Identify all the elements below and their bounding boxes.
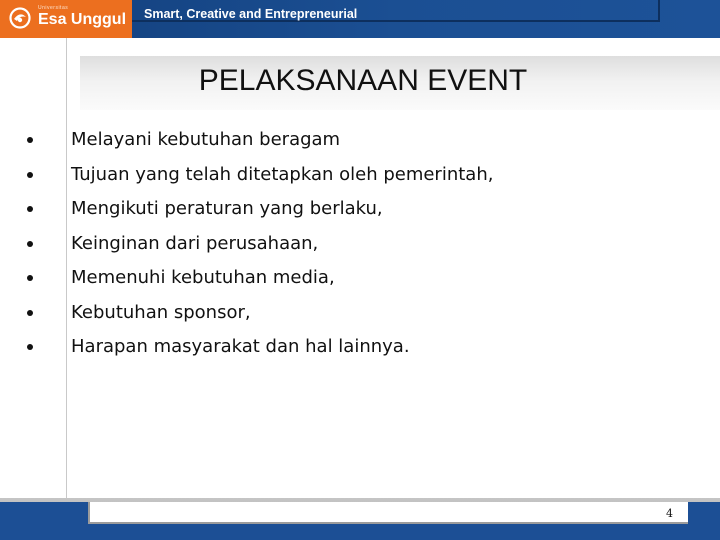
bullet-item: [0, 296, 720, 331]
bullet-dot-icon: [27, 206, 33, 212]
bullet-dot-icon: [27, 310, 33, 316]
footer-panel: [88, 502, 688, 524]
bullet-text: Kebutuhan sponsor,: [71, 301, 251, 323]
university-logo: [0, 0, 132, 38]
bullet-text: Memenuhi kebutuhan media,: [71, 267, 335, 288]
bullet-text: Harapan masyarakat dan hal lainnya.: [71, 336, 410, 357]
bullet-list: [0, 123, 720, 365]
bullet-item: [0, 261, 720, 296]
bullet-text: Keinginan dari perusahaan,: [71, 232, 319, 254]
bullet-item: [0, 192, 720, 227]
header-tagline: Smart, Creative and Entrepreneurial: [144, 7, 358, 21]
bullet-dot-icon: [27, 344, 33, 350]
logo-swirl-icon: [9, 7, 31, 29]
slide-title: PELAKSANAAN EVENT: [198, 64, 528, 97]
header-bar: [0, 0, 720, 38]
bullet-dot-icon: [27, 275, 33, 281]
bullet-dot-icon: [27, 172, 33, 178]
bullet-text: Tujuan yang telah ditetapkan oleh pemerintah,: [71, 163, 494, 185]
bullet-item: [0, 123, 720, 158]
bullet-item: [0, 227, 720, 262]
bullet-dot-icon: [27, 241, 33, 247]
logo-name: Esa Unggul: [38, 11, 127, 28]
bullet-item: [0, 158, 720, 193]
bullet-item: [0, 330, 720, 365]
logo-subtitle: Universitas: [38, 5, 69, 11]
bullet-text: Mengikuti peraturan yang berlaku,: [71, 198, 383, 219]
bullet-text: Melayani kebutuhan beragam: [71, 129, 341, 150]
bullet-dot-icon: [27, 137, 33, 143]
page-number: 4: [666, 507, 673, 520]
